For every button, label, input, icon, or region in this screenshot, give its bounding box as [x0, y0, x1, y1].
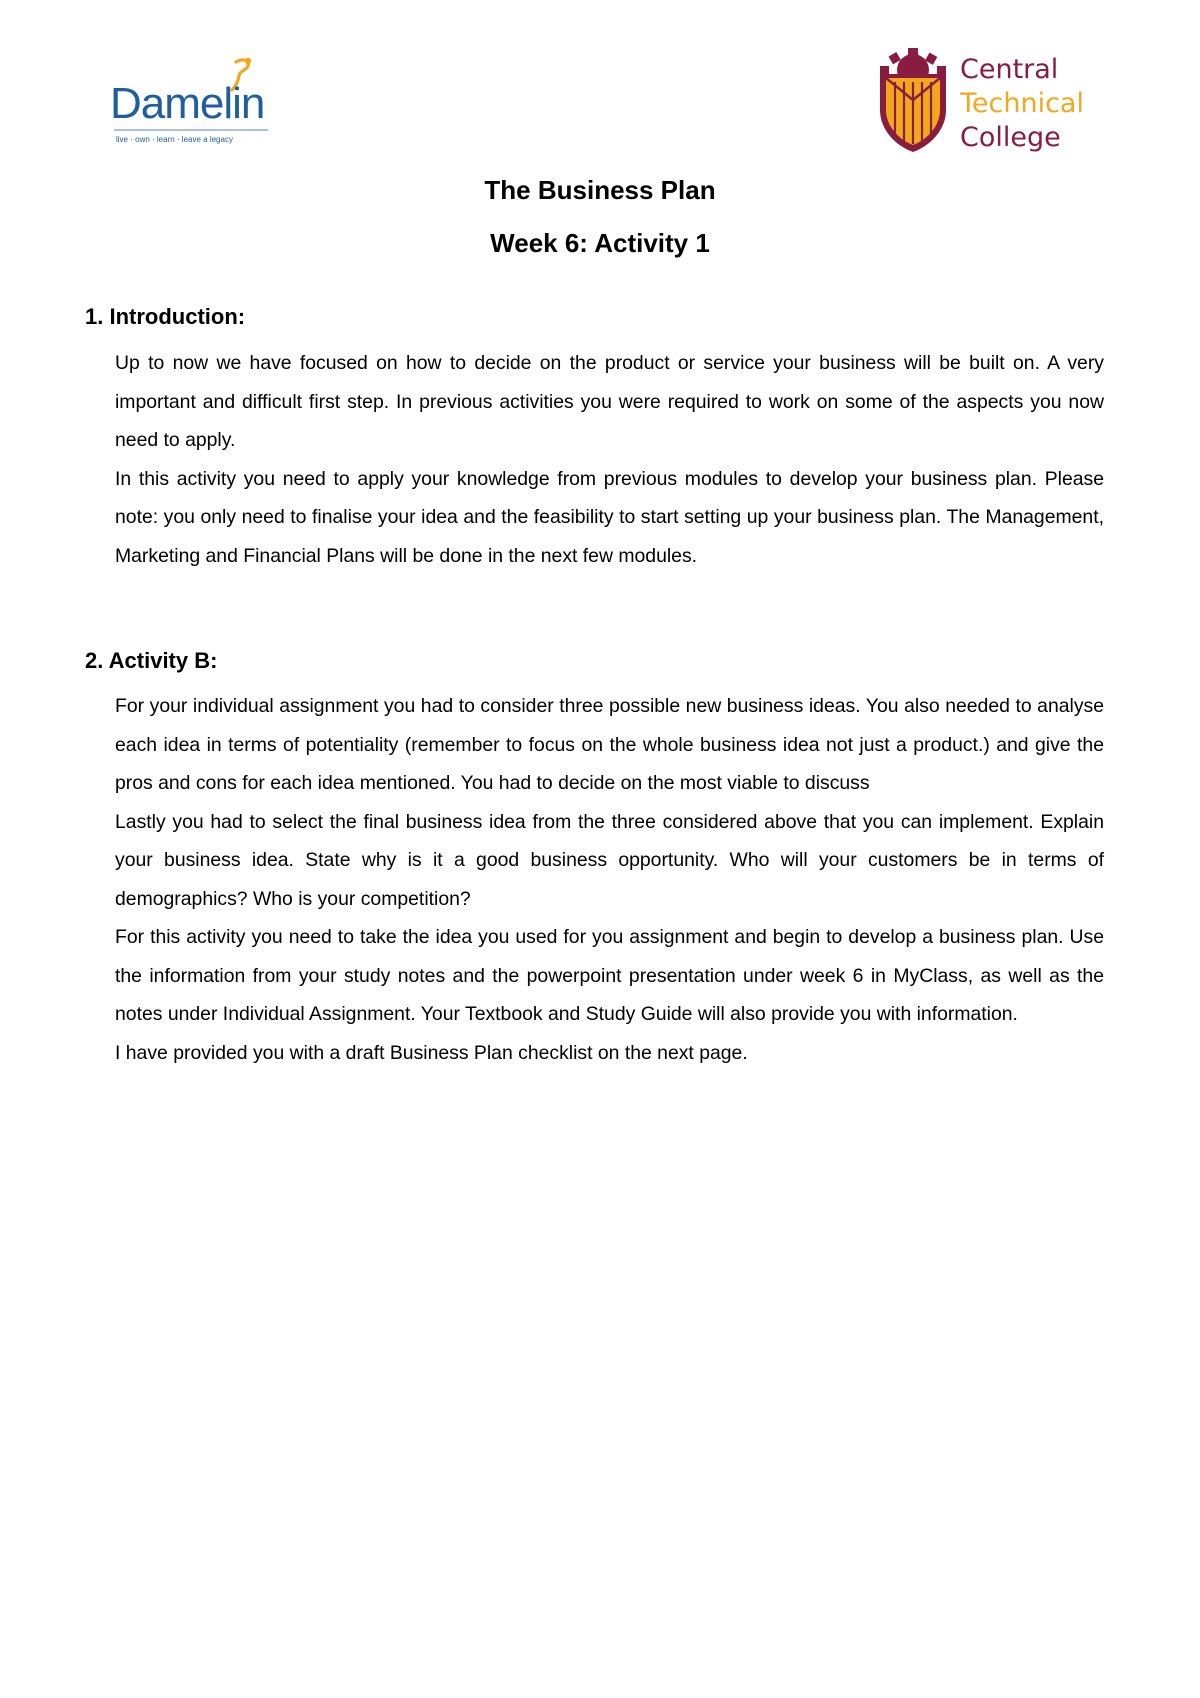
svg-text:Damelin: Damelin: [110, 79, 265, 128]
paragraph: For your individual assignment you had to consider three possible new business ideas. You also needed to analyse each idea in terms of potentiality (remember to focus on the whole business idea not just a product.) and give the pros and cons for each idea mentioned. You had to decide on the most viable to discuss: [115, 695, 1104, 794]
section-heading-activity-b: 2. Activity B:: [85, 648, 218, 673]
paragraph: For this activity you need to take the idea you used for you assignment and begin to develop a business plan. Use the information from your study notes and the powerpoint presentation under week 6 in MyClass, as well as the notes under Individual Assignment. Your Textbook and Study Guide will also provide you with information.: [115, 926, 1104, 1025]
paragraph: Up to now we have focused on how to decide on the product or service your business will be built on. A very important and difficult first step. In previous activities you were required to work on some of the aspects you now need to apply.: [115, 352, 1104, 451]
svg-text:College: College: [960, 122, 1061, 153]
central-technical-college-logo: [878, 48, 1098, 156]
svg-text:Technical: Technical: [960, 88, 1084, 119]
document-title: The Business Plan: [484, 175, 716, 205]
section-heading-introduction: 1. Introduction:: [85, 304, 246, 329]
activity-b-body: [115, 687, 1104, 1072]
introduction-body: [115, 344, 1104, 575]
svg-text:live · own · learn · leave a l: live · own · learn · leave a legacy: [116, 135, 233, 144]
svg-text:Central: Central: [960, 54, 1059, 85]
paragraph: Lastly you had to select the final business idea from the three considered above that you can implement. Explain your business idea. State why is it a good business opportunity. Who will your customers be in terms of demographics? Who is your competition?: [115, 810, 1104, 910]
document-subtitle: Week 6: Activity 1: [490, 228, 710, 258]
damelin-logo: [108, 56, 298, 152]
paragraph: In this activity you need to apply your knowledge from previous modules to develop your business plan. Please note: you only need to finalise your idea and the feasibility to start setting up your business plan. The Management, Marketing and Financial Plans will be done in the next few modules.: [115, 467, 1104, 567]
paragraph: I have provided you with a draft Business Plan checklist on the next page.: [115, 1041, 748, 1064]
